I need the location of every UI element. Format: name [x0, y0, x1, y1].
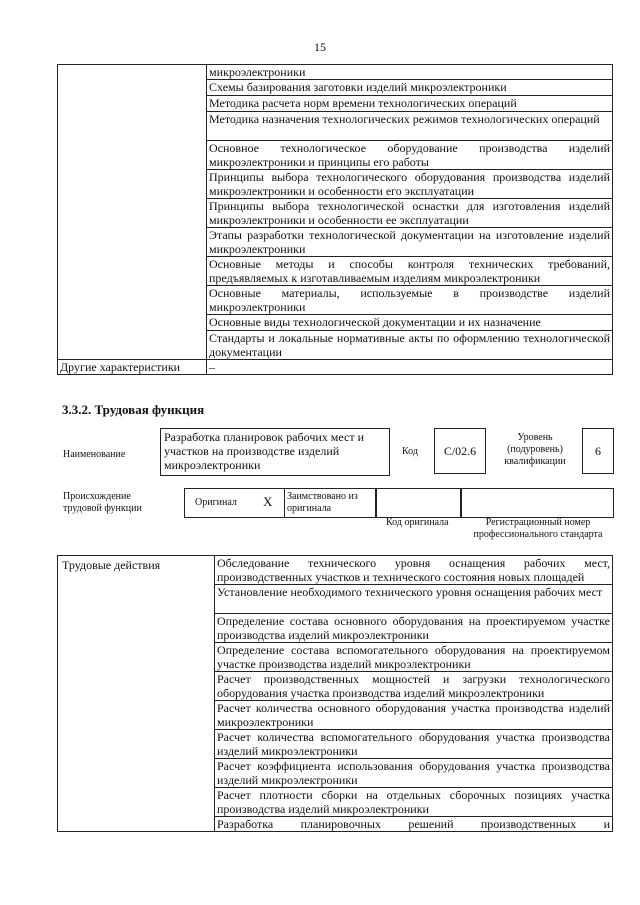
knowledge-item: Принципы выбора технологического оборудования производства изделий микроэлектроники и особенности его эксплуатации	[207, 170, 613, 199]
original-label: Оригинал	[195, 497, 237, 508]
knowledge-item: Схемы базирования заготовки изделий микроэлектроники	[207, 80, 613, 96]
knowledge-item: микроэлектроники	[207, 65, 613, 80]
action-item: Расчет производственных мощностей и загрузки технологического оборудования участка производства изделий микроэлектроники	[215, 672, 613, 701]
action-item: Установление необходимого технического уровня оснащения рабочих мест	[215, 585, 613, 614]
page-number: 15	[314, 40, 326, 54]
knowledge-table	[57, 64, 613, 375]
action-item: Расчет плотности сборки на отдельных сборочных позициях участка производства изделий микроэлектроники	[215, 788, 613, 817]
knowledge-item: Основные материалы, используемые в производстве изделий микроэлектроники	[207, 286, 613, 315]
reg-number-caption: Регистрационный номер профессионального стандарта	[473, 517, 603, 540]
empty-label-cell	[58, 65, 207, 360]
actions-label: Трудовые действия	[58, 556, 215, 832]
name-label: Наименование	[63, 449, 126, 460]
name-value: Разработка планировок рабочих мест и участков на производстве изделий микроэлектроники	[160, 428, 390, 476]
knowledge-item: Методика назначения технологических режимов технологических операций	[207, 112, 613, 141]
action-item: Расчет количества основного оборудования участка производства изделий микроэлектроники	[215, 701, 613, 730]
knowledge-item: Методика расчета норм времени технологических операций	[207, 96, 613, 112]
origin-label: Происхождение трудовой функции	[63, 491, 142, 514]
knowledge-item: Основные методы и способы контроля технических требований, предъявляемых к изготавливаемым изделиям микроэлектроники	[207, 257, 613, 286]
other-value: –	[207, 360, 613, 375]
knowledge-item: Основное технологическое оборудование производства изделий микроэлектроники и принципы его работы	[207, 141, 613, 170]
code-value: С/02.6	[434, 428, 486, 474]
original-mark: Х	[263, 494, 273, 509]
borrowed-box	[284, 488, 376, 518]
actions-table	[57, 555, 613, 832]
action-item: Определение состава основного оборудования на проектируемом участке производства изделий микроэлектроники	[215, 614, 613, 643]
action-item: Расчет коэффициента использования оборудования участка производства изделий микроэлектроники	[215, 759, 613, 788]
knowledge-item: Основные виды технологической документации и их назначение	[207, 315, 613, 331]
action-item: Обследование технического уровня оснащения рабочих мест, производственных участков и технического состояния новых площадей	[215, 556, 613, 585]
code-original-caption: Код оригинала	[386, 517, 449, 528]
level-label: Уровень (подуровень) квалификации	[504, 432, 566, 467]
code-original-box	[376, 488, 462, 518]
action-item: Разработка планировочных решений производственных и	[215, 817, 613, 832]
action-item: Расчет количества вспомогательного оборудования участка производства изделий микроэлектроники	[215, 730, 613, 759]
code-label: Код	[402, 446, 418, 457]
level-value: 6	[582, 428, 614, 474]
action-item: Определение состава вспомогательного оборудования на проектируемом участке производства изделий микроэлектроники	[215, 643, 613, 672]
origin-original-box	[184, 488, 287, 518]
other-label: Другие характеристики	[58, 360, 207, 375]
borrowed-label: Заимствовано из оригинала	[287, 491, 358, 514]
knowledge-item: Этапы разработки технологической документации на изготовление изделий микроэлектроники	[207, 228, 613, 257]
section-title: 3.3.2. Трудовая функция	[62, 402, 205, 417]
knowledge-item: Стандарты и локальные нормативные акты по оформлению технологической документации	[207, 331, 613, 360]
knowledge-item: Принципы выбора технологической оснастки для изготовления изделий микроэлектроники и особенности ее эксплуатации	[207, 199, 613, 228]
reg-number-box	[460, 488, 614, 518]
